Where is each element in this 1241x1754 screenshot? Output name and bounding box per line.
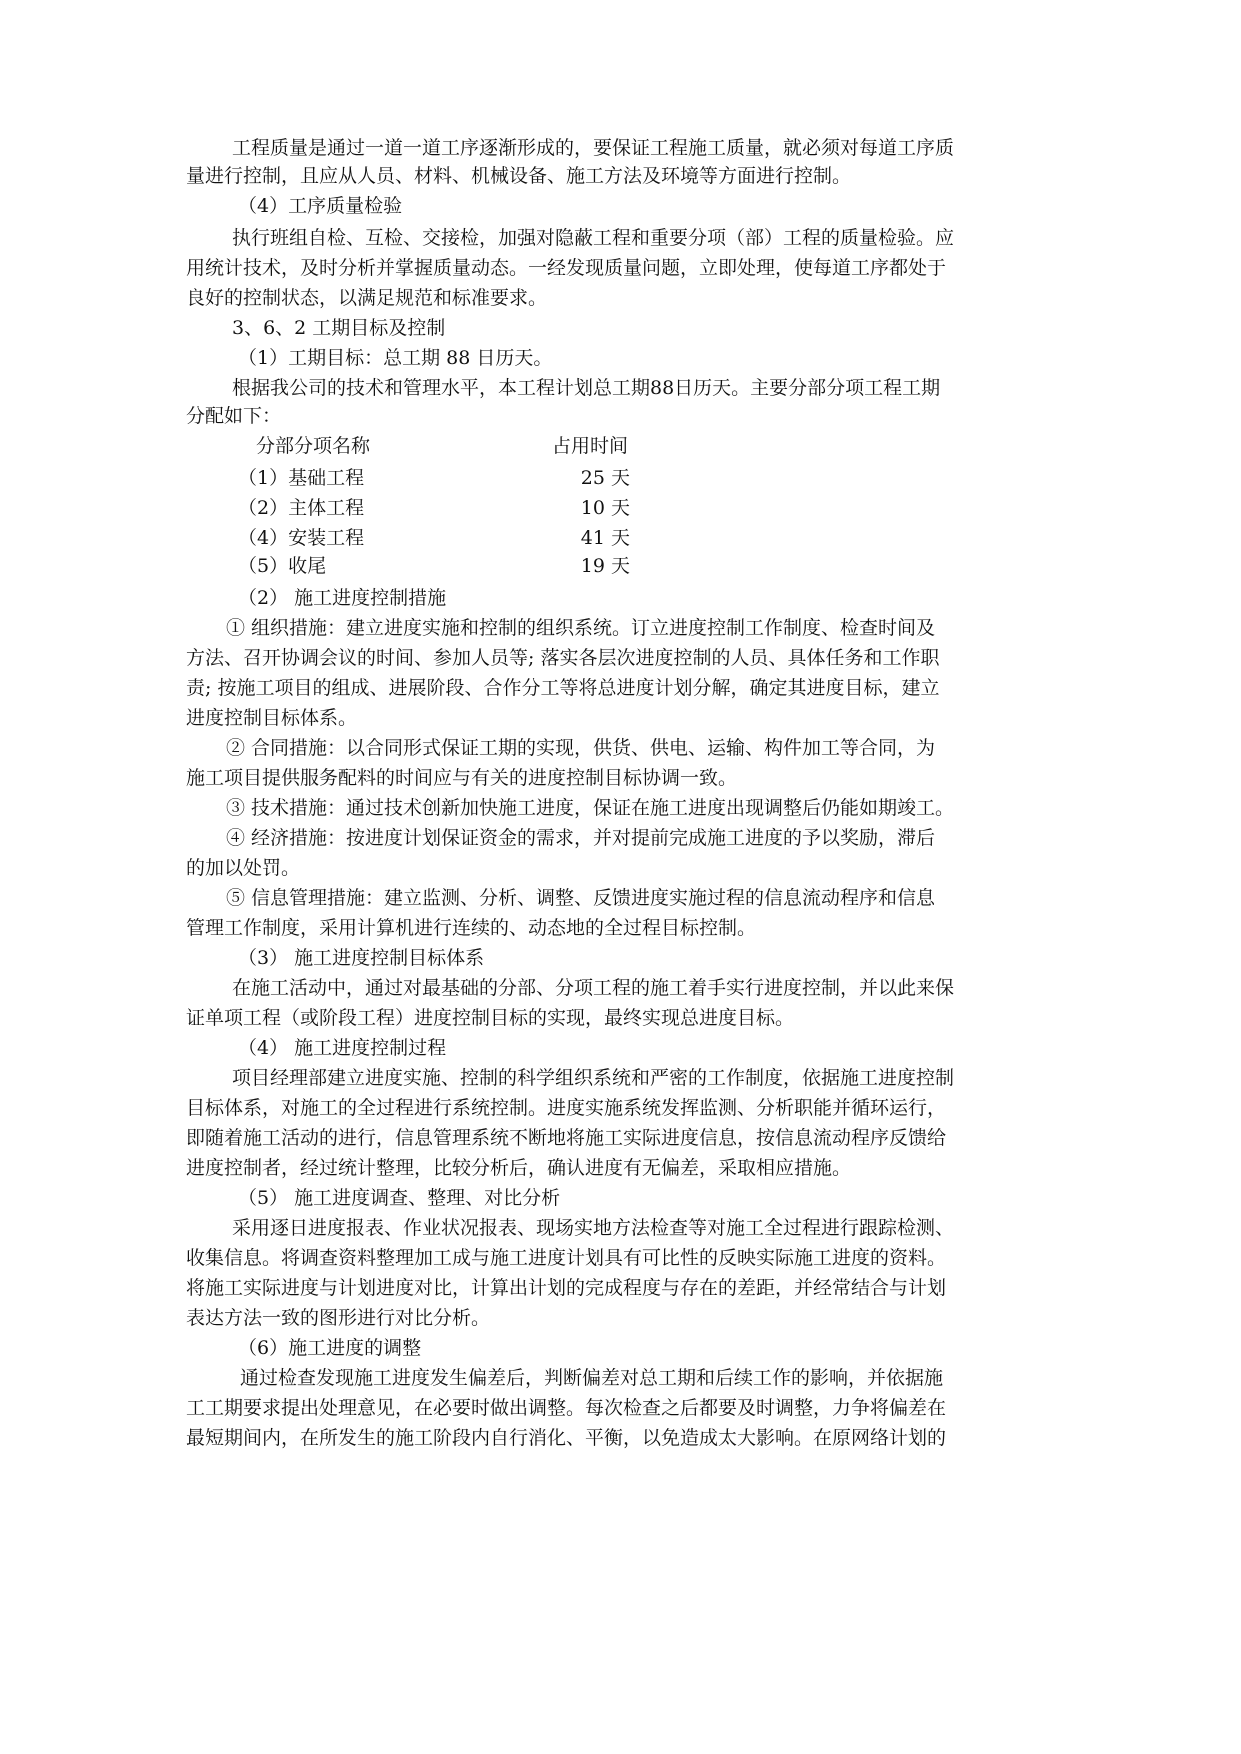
paragraph-line: 项目经理部建立进度实施、控制的科学组织系统和严密的工作制度，依据施工进度控制 bbox=[232, 1067, 955, 1089]
table-row-time: 25 天 bbox=[580, 467, 630, 489]
paragraph-line: 通过检查发现施工进度发生偏差后，判断偏差对总工期和后续工作的影响，并依据施 bbox=[240, 1367, 944, 1389]
table-row-time: 41 天 bbox=[580, 527, 630, 549]
table-row-time: 19 天 bbox=[580, 555, 630, 577]
paragraph-line: 方法、召开协调会议的时间、参加人员等; 落实各层次进度控制的人员、具体任务和工作职 bbox=[186, 647, 940, 669]
table-header-name: 分部分项名称 bbox=[256, 435, 371, 457]
paragraph-line: 进度控制者，经过统计整理，比较分析后，确认进度有无偏差，采取相应措施。 bbox=[186, 1157, 852, 1179]
table-row-name: （2）主体工程 bbox=[238, 497, 365, 519]
section-heading: （4）工序质量检验 bbox=[238, 195, 403, 217]
paragraph-line: 证单项工程（或阶段工程）进度控制目标的实现，最终实现总进度目标。 bbox=[186, 1007, 795, 1029]
table-row-name: （4）安装工程 bbox=[238, 527, 365, 549]
paragraph-line: 表达方法一致的图形进行对比分析。 bbox=[186, 1307, 491, 1329]
paragraph-line: 用统计技术，及时分析并掌握质量动态。一经发现质量问题，立即处理，使每道工序都处于 bbox=[186, 257, 947, 279]
paragraph-line: ① 组织措施：建立进度实施和控制的组织系统。订立进度控制工作制度、检查时间及 bbox=[226, 617, 936, 639]
paragraph-line: 工程质量是通过一道一道工序逐渐形成的，要保证工程施工质量，就必须对每道工序质 bbox=[232, 137, 955, 159]
section-heading: （5） 施工进度调查、整理、对比分析 bbox=[238, 1187, 561, 1209]
paragraph-line: 管理工作制度，采用计算机进行连续的、动态地的全过程目标控制。 bbox=[186, 917, 757, 939]
paragraph-line: 进度控制目标体系。 bbox=[186, 707, 358, 729]
paragraph-line: 执行班组自检、互检、交接检，加强对隐蔽工程和重要分项（部）工程的质量检验。应 bbox=[232, 227, 955, 249]
table-row-name: （1）基础工程 bbox=[238, 467, 365, 489]
paragraph-line: 采用逐日进度报表、作业状况报表、现场实地方法检查等对施工全过程进行跟踪检测、 bbox=[232, 1217, 955, 1239]
paragraph-line: 最短期间内，在所发生的施工阶段内自行消化、平衡，以免造成太大影响。在原网络计划的 bbox=[186, 1427, 947, 1449]
table-row-name: （5）收尾 bbox=[238, 555, 327, 577]
paragraph-line: 收集信息。将调查资料整理加工成与施工进度计划具有可比性的反映实际施工进度的资料。 bbox=[186, 1247, 947, 1269]
paragraph-line: ⑤ 信息管理措施：建立监测、分析、调整、反馈进度实施过程的信息流动程序和信息 bbox=[226, 887, 936, 909]
paragraph-line: 分配如下： bbox=[186, 405, 282, 427]
paragraph-line: 责; 按施工项目的组成、进展阶段、合作分工等将总进度计划分解，确定其进度目标，建立 bbox=[186, 677, 940, 699]
paragraph-line: 施工项目提供服务配料的时间应与有关的进度控制目标协调一致。 bbox=[186, 767, 738, 789]
paragraph-line: 工工期要求提出处理意见，在必要时做出调整。每次检查之后都要及时调整，力争将偏差在 bbox=[186, 1397, 947, 1419]
table-header-time: 占用时间 bbox=[552, 435, 629, 457]
section-heading: （2） 施工进度控制措施 bbox=[238, 587, 447, 609]
section-heading: （4） 施工进度控制过程 bbox=[238, 1037, 447, 1059]
paragraph-line: 的加以处罚。 bbox=[186, 857, 301, 879]
paragraph-line: ④ 经济措施：按进度计划保证资金的需求，并对提前完成施工进度的予以奖励，滞后 bbox=[226, 827, 936, 849]
paragraph-line: 在施工活动中，通过对最基础的分部、分项工程的施工着手实行进度控制，并以此来保 bbox=[232, 977, 955, 999]
section-heading: （1）工期目标：总工期 88 日历天。 bbox=[238, 347, 553, 369]
paragraph-line: ② 合同措施：以合同形式保证工期的实现，供货、供电、运输、构件加工等合同，为 bbox=[226, 737, 936, 759]
section-heading: （3） 施工进度控制目标体系 bbox=[238, 947, 485, 969]
paragraph-line: 根据我公司的技术和管理水平，本工程计划总工期88日历天。主要分部分项工程工期 bbox=[232, 377, 941, 399]
paragraph-line: 将施工实际进度与计划进度对比，计算出计划的完成程度与存在的差距，并经常结合与计划 bbox=[186, 1277, 947, 1299]
paragraph-line: 良好的控制状态，以满足规范和标准要求。 bbox=[186, 287, 548, 309]
section-heading: （6）施工进度的调整 bbox=[238, 1337, 422, 1359]
paragraph-line: ③ 技术措施：通过技术创新加快施工进度，保证在施工进度出现调整后仍能如期竣工。 bbox=[226, 797, 955, 819]
paragraph-line: 即随着施工活动的进行，信息管理系统不断地将施工实际进度信息，按信息流动程序反馈给 bbox=[186, 1127, 947, 1149]
section-heading: 3、6、2 工期目标及控制 bbox=[232, 317, 446, 339]
paragraph-line: 量进行控制，且应从人员、材料、机械设备、施工方法及环境等方面进行控制。 bbox=[186, 165, 852, 187]
table-row-time: 10 天 bbox=[580, 497, 630, 519]
paragraph-line: 目标体系，对施工的全过程进行系统控制。进度实施系统发挥监测、分析职能并循环运行， bbox=[186, 1097, 947, 1119]
